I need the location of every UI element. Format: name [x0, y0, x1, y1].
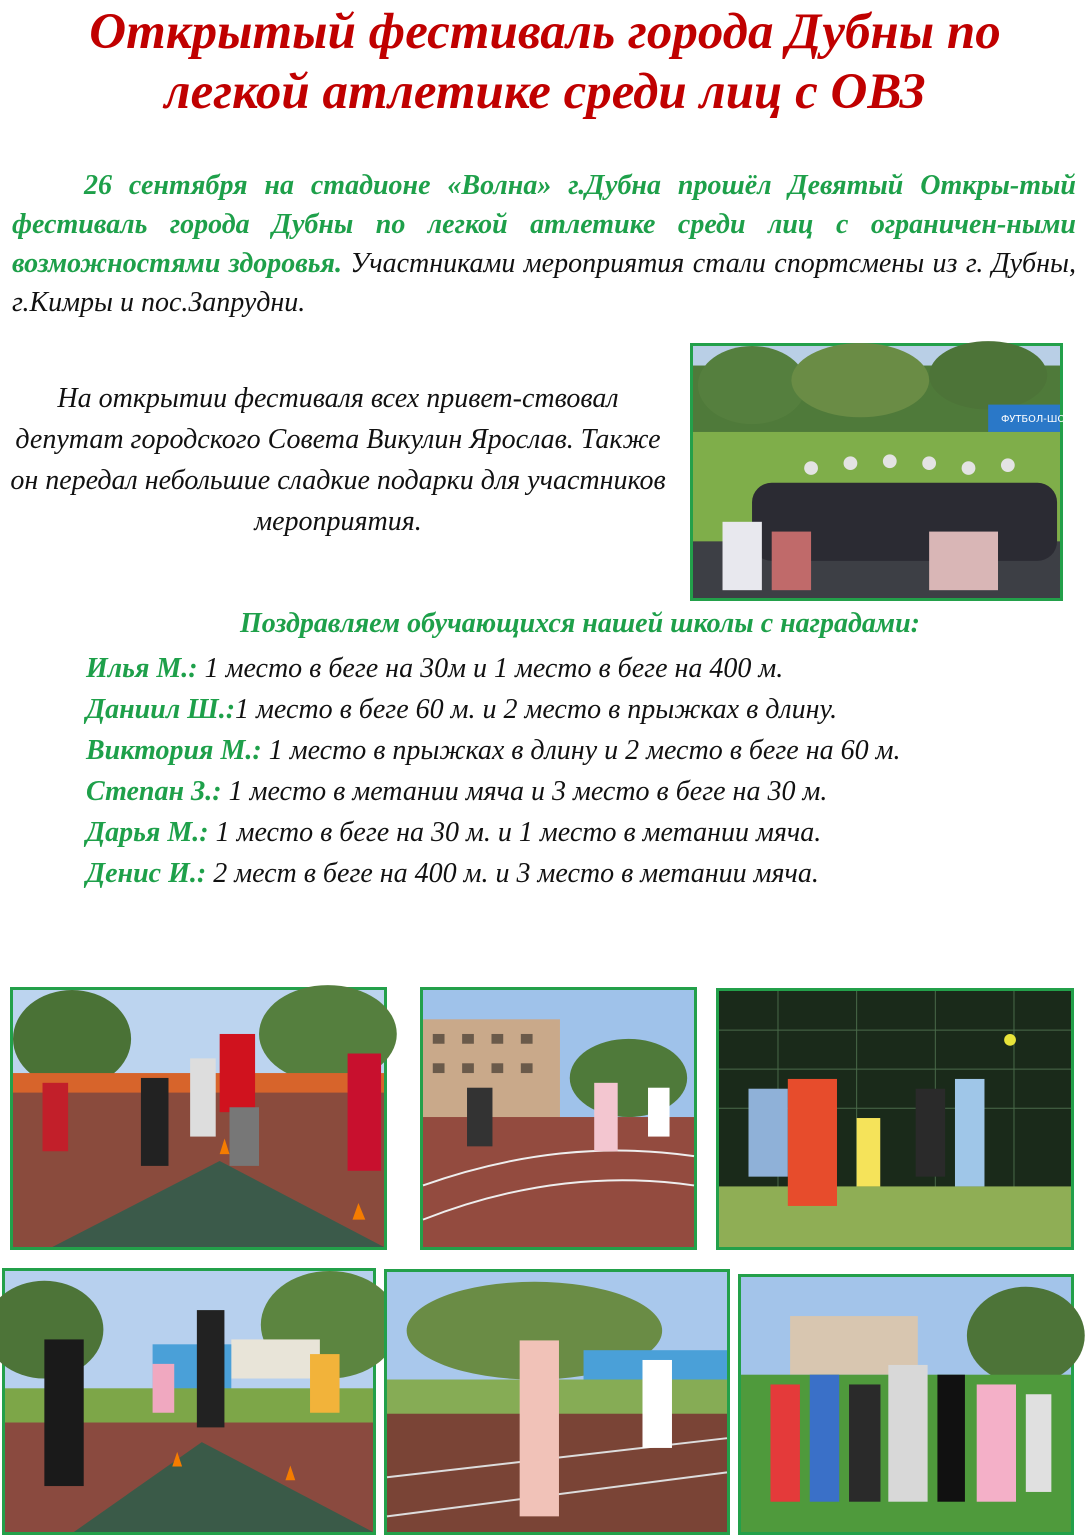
banner-text: ФУТБОЛ-ШОУ	[1000, 414, 1072, 426]
photo-standing-jump	[2, 1268, 376, 1535]
award-text: 1 место в прыжках в длину и 2 место в беге на 60 м.	[261, 735, 901, 766]
title-line-2: легкой атлетике среди лиц с ОВЗ	[164, 64, 926, 120]
award-item	[86, 689, 1076, 730]
photo-opening-ceremony	[690, 343, 1072, 601]
award-text: 1 место в метании мяча и 3 место в беге на 30 м.	[221, 776, 828, 807]
award-item	[86, 730, 1076, 771]
award-text: 1 место в беге на 30 м. и 1 место в метании мяча.	[208, 817, 822, 848]
title-line-1: Открытый фестиваль города Дубны по	[89, 4, 1001, 60]
awards-heading: Поздравляем обучающихся нашей школы с наградами:	[240, 608, 920, 639]
award-item	[86, 771, 1076, 812]
award-name: Даниил Ш.:	[86, 694, 236, 725]
intro-highlight: 26 сентября на стадионе «Волна» г.Дубна прошёл Девятый Откры-тый фестиваль города Дубны по легкой атлетике среди лиц с ограничен-ными возможностями здоровья.	[12, 170, 1076, 279]
award-name: Степан З.:	[86, 776, 222, 807]
page-title	[0, 2, 1090, 122]
photo-girls-sprint	[384, 1269, 730, 1535]
opening-paragraph: На открытии фестиваля всех привет-ствовал депутат городского Совета Викулин Ярослав. Также он передал небольшие сладкие подарки для участников мероприятия.	[10, 383, 666, 537]
award-name: Дарья М.:	[86, 817, 209, 848]
award-item	[86, 812, 1076, 853]
award-name: Виктория М.:	[86, 735, 262, 766]
award-text: 2 мест в беге на 400 м. и 3 место в метании мяча.	[206, 858, 819, 889]
awards-list	[86, 648, 1076, 894]
award-text: 1 место в беге на 30м и 1 место в беге на 400 м.	[197, 653, 784, 684]
photo-award-winners	[738, 1274, 1074, 1535]
photo-long-jump	[10, 987, 387, 1250]
award-item	[86, 648, 1076, 689]
photo-sprint-race	[420, 987, 697, 1250]
award-name: Илья М.:	[86, 653, 198, 684]
intro-participants: Участниками мероприятия стали спортсмены из г. Дубны, г.Кимры и пос.Запрудни.	[12, 248, 1076, 318]
award-item	[86, 853, 1076, 894]
award-text: 1 место в беге 60 м. и 2 место в прыжках в длину.	[235, 694, 838, 725]
intro-paragraph	[12, 166, 1076, 322]
award-name: Денис И.:	[86, 858, 207, 889]
photo-ball-throw	[716, 988, 1074, 1250]
